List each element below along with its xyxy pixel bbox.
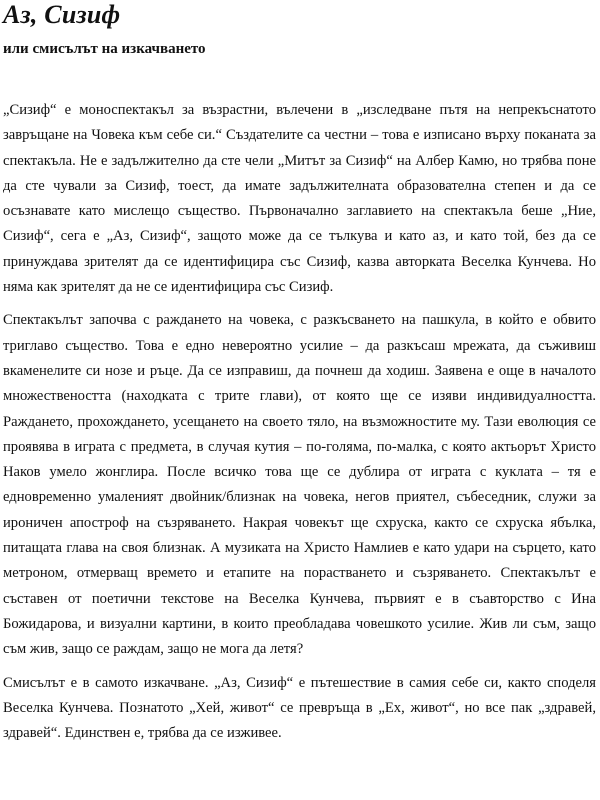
paragraph-3: Смисълът е в самото изкачване. „Аз, Сизиф“ е пътешествие в самия себе си, както споделя Веселка Кунчева. Познатото „Хей, живот“ се превръща в „Ех, живот“, но все пак „здравей, здравей“. Единствен е, трябва да се изживее. xyxy=(3,674,596,742)
article-title: Аз, Сизиф xyxy=(3,0,121,29)
paragraph-2: Спектакълът започва с раждането на човека, с разкъсването на пашкула, в който е обвито триглаво същество. Това е едно невероятно усилие – да разкъсаш мрежата, да съживиш вкаменелите си нозе и ръце. Да се изправиш, да почнеш да ходиш. Заявена е още в началото множествеността (находката с трите глави), от която ще се изяви индивидуалността. Раждането, прохождането, усещането на своето тяло, на възможностите му. Тази еволюция се проявява в играта с предмета, в случая кутия – по-голяма, по-малка, с която актьорът Христо Наков умело жонглира. После всичко това ще се дублира от играта с куклата – тя е едновременно умаленият двойник/близнак на човека, негов приятел, събеседник, служи за ироничен апостроф на съзряването. Накрая човекът ще схруска, както се схруска ябълка, питащата глава на своя близнак. А музиката на Христо Намлиев е като удари на сърцето, като метроном, отмерващ времето и етапите на порастването и съзряването. Спектакълът е съставен от поетични текстове на Веселка Кунчева, първият е в съавторство с Ина Божидарова, и визуални картини, в които преобладава човешкото усилие. Жив ли съм, защо съм жив, защо се раждам, защо не мога да летя? xyxy=(3,312,596,658)
article-subtitle: или смисълът на изкачването xyxy=(3,41,206,57)
article-body xyxy=(3,98,596,746)
paragraph-1: „Сизиф“ е моноспектакъл за възрастни, вълечени в „изследване пътя на непрекъснатото завръщане на Човека към себе си.“ Създателите са честни – това е изписано върху поканата за спектакъла. Не е задължително да сте чели „Митът за Сизиф“ на Албер Камю, но трябва поне да сте чували за Сизиф, тоест, да имате задължителната образователна степен и да се осъзнавате като мислещо същество. Първоначално заглавието на спектакъла беше „Ние, Сизиф“, сега е „Аз, Сизиф“, защото може да се тълкува и като аз, и като той, без да се принуждава зрителят да се идентифицира със Сизиф, казва авторката Веселка Кунчева. Но няма как зрителят да не се идентифицира със Сизиф. xyxy=(3,102,596,296)
